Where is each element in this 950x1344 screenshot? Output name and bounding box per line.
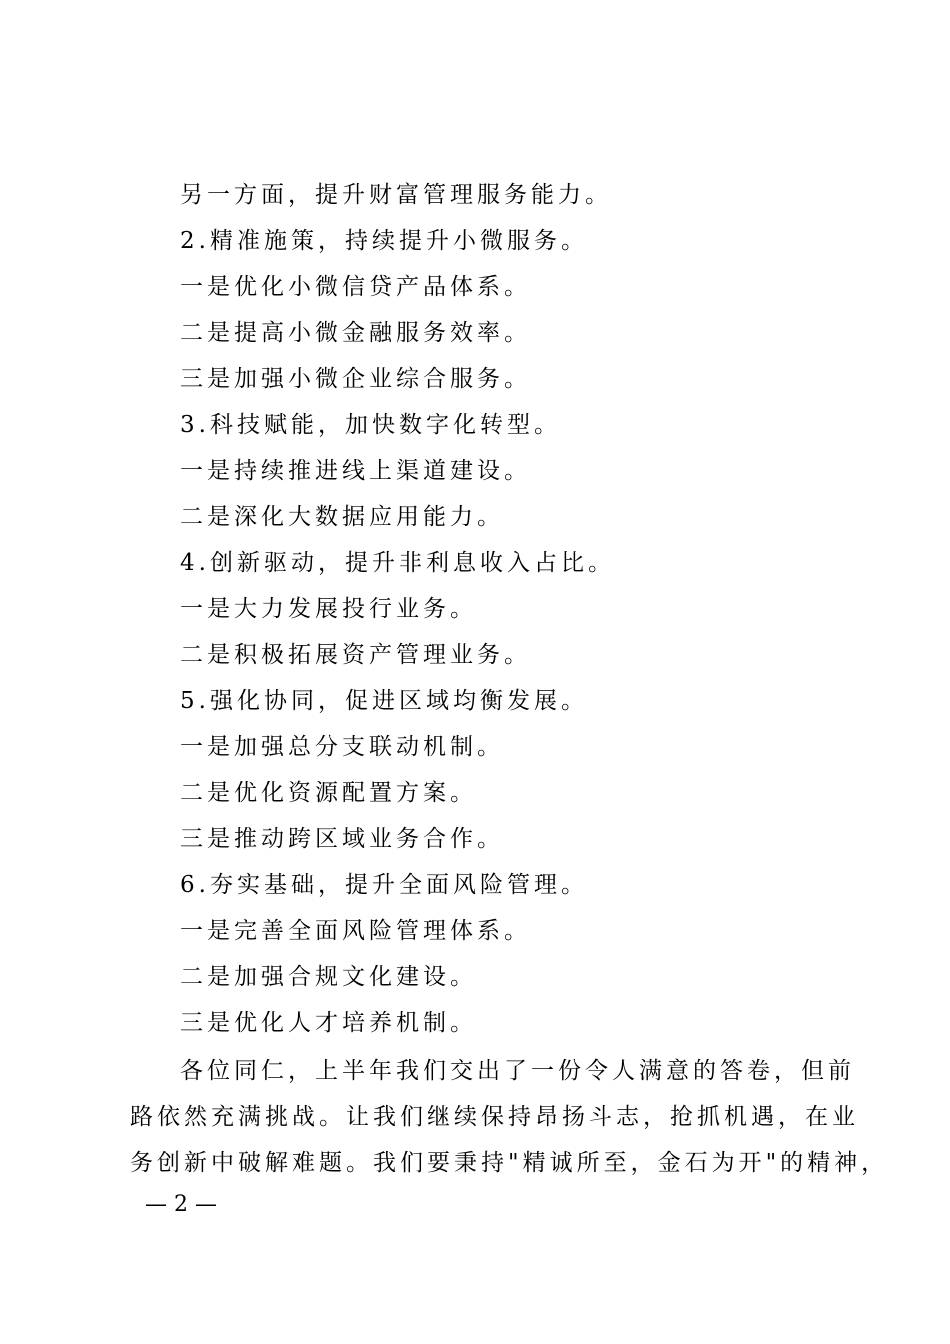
body-line: 三是推动跨区域业务合作。 <box>180 826 504 852</box>
body-line: 三是优化人才培养机制。 <box>180 1010 477 1036</box>
closing-line-2: 路依然充满挑战。让我们继续保持昂扬斗志，抢抓机遇，在业 <box>130 1104 859 1130</box>
closing-line-1: 各位同仁，上半年我们交出了一份令人满意的答卷，但前 <box>180 1058 855 1084</box>
body-line: 三是加强小微企业综合服务。 <box>180 366 531 392</box>
section-heading: 6.夯实基础，提升全面风险管理。 <box>180 872 588 898</box>
body-line: 一是持续推进线上渠道建设。 <box>180 458 531 484</box>
body-line: 二是优化资源配置方案。 <box>180 780 477 806</box>
body-line: 二是深化大数据应用能力。 <box>180 504 504 530</box>
section-heading: 2.精准施策，持续提升小微服务。 <box>180 228 588 254</box>
body-line: 一是加强总分支联动机制。 <box>180 734 504 760</box>
section-heading: 5.强化协同，促进区域均衡发展。 <box>180 688 588 714</box>
section-heading: 3.科技赋能，加快数字化转型。 <box>180 412 561 438</box>
body-line: 一是优化小微信贷产品体系。 <box>180 274 531 300</box>
closing-line-3: 务创新中破解难题。我们要秉持"精诚所至，金石为开"的精神， <box>130 1150 889 1176</box>
body-line: 另一方面，提升财富管理服务能力。 <box>180 182 612 208</box>
closing-paragraph <box>130 1048 889 1186</box>
section-heading: 4.创新驱动，提升非利息收入占比。 <box>180 550 615 576</box>
body-line: 二是提高小微金融服务效率。 <box>180 320 531 346</box>
page-number: — 2 — <box>145 1192 217 1217</box>
body-line: 二是加强合规文化建设。 <box>180 964 477 990</box>
body-line: 一是完善全面风险管理体系。 <box>180 918 531 944</box>
body-line: 二是积极拓展资产管理业务。 <box>180 642 531 668</box>
body-line: 一是大力发展投行业务。 <box>180 596 477 622</box>
body-lines <box>130 172 830 1046</box>
